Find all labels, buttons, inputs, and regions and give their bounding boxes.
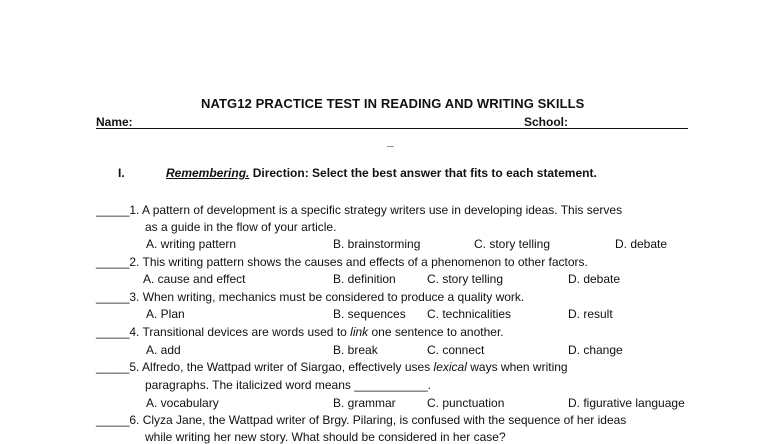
- question-5-line-2: paragraphs. The italicized word means ___________.: [145, 378, 431, 392]
- dash-mark: _: [387, 134, 394, 148]
- question-text-end: ways when writing: [466, 360, 568, 374]
- page-title: NATG12 PRACTICE TEST IN READING AND WRITING SKILLS: [201, 96, 585, 111]
- choice-d: D. figurative language: [568, 396, 685, 410]
- question-text: 6. Clyza Jane, the Wattpad writer of Brgy. Pilaring, is confused with the sequence of her ideas: [129, 413, 627, 427]
- answer-blank: _____: [96, 325, 130, 339]
- question-4: [96, 325, 504, 339]
- emphasized-word: link: [350, 325, 369, 339]
- direction-text: Direction: Select the best answer that fits to each statement.: [249, 166, 597, 180]
- answer-blank: _____: [96, 360, 130, 374]
- section-label: Remembering.: [166, 166, 250, 180]
- name-underline: [96, 128, 688, 129]
- choice-d: D. debate: [615, 237, 668, 251]
- choice-b: B. grammar: [333, 396, 396, 410]
- question-text: 3. When writing, mechanics must be considered to produce a quality work.: [129, 290, 525, 304]
- answer-blank: _____: [96, 413, 130, 427]
- question-5: [96, 360, 568, 374]
- choice-a: A. Plan: [146, 307, 185, 321]
- question-text: 1. A pattern of development is a specific strategy writers use in developing ideas. This serves: [129, 203, 623, 217]
- choice-c: C. technicalities: [427, 307, 512, 321]
- question-text: 4. Transitional devices are words used to: [129, 325, 351, 339]
- choice-d: D. result: [568, 307, 613, 321]
- choice-a: A. cause and effect: [143, 272, 246, 286]
- name-label: Name:: [96, 115, 133, 129]
- question-text: 2. This writing pattern shows the causes and effects of a phenomenon to other factors.: [129, 255, 588, 269]
- choice-c: C. connect: [427, 343, 485, 357]
- answer-blank: _____: [96, 290, 130, 304]
- choice-d: D. debate: [568, 272, 621, 286]
- section-direction: [166, 166, 597, 180]
- question-1: [96, 203, 622, 217]
- choice-a: A. writing pattern: [146, 237, 237, 251]
- question-1-line-2: as a guide in the flow of your article.: [145, 220, 337, 234]
- choice-c: C. punctuation: [427, 396, 505, 410]
- choice-a: A. add: [146, 343, 181, 357]
- answer-blank: _____: [96, 203, 130, 217]
- choice-c: C. story telling: [474, 237, 551, 251]
- choice-b: B. sequences: [333, 307, 406, 321]
- answer-blank: _____: [96, 255, 130, 269]
- question-text-end: one sentence to another.: [368, 325, 504, 339]
- school-label: School:: [524, 115, 568, 129]
- question-text: 5. Alfredo, the Wattpad writer of Siargao, effectively uses: [129, 360, 434, 374]
- emphasized-word: lexical: [433, 360, 467, 374]
- section-number: I.: [118, 166, 125, 180]
- question-3: [96, 290, 524, 304]
- choice-d: D. change: [568, 343, 623, 357]
- choice-c: C. story telling: [427, 272, 504, 286]
- question-2: [96, 255, 588, 269]
- question-6: [96, 413, 626, 427]
- choice-b: B. definition: [333, 272, 396, 286]
- choice-b: B. break: [333, 343, 378, 357]
- choice-a: A. vocabulary: [146, 396, 219, 410]
- choice-b: B. brainstorming: [333, 237, 421, 251]
- question-6-line-2: while writing her new story. What should be considered in her case?: [145, 430, 506, 444]
